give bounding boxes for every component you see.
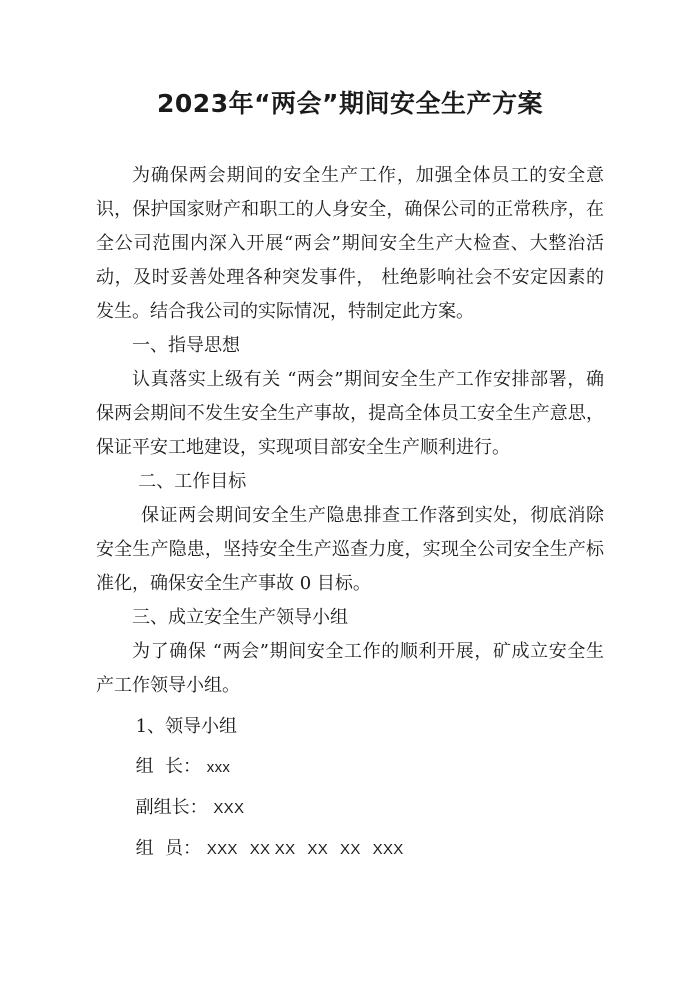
leader-row — [96, 750, 604, 785]
document-body — [96, 159, 604, 867]
section-heading-guiding-ideology: 一、指导思想 — [132, 335, 240, 356]
document-title: 2023年“两会”期间安全生产方案 — [157, 89, 543, 118]
deputy-label: 副组长： — [135, 797, 208, 818]
leader-label: 组 长： — [135, 756, 202, 777]
members-label: 组 员： — [135, 838, 202, 859]
leader-value: xxx — [206, 759, 231, 776]
member-name: XXX — [206, 841, 238, 858]
member-name: XXX — [372, 841, 404, 858]
section-text-leadership-group: 为了确保 “两会”期间安全工作的顺利开展，矿成立安全生产工作领导小组。 — [96, 641, 604, 696]
deputy-row — [96, 791, 604, 826]
section-heading-work-goals: 二、工作目标 — [138, 471, 247, 492]
subheading-leadership-group: 1、领导小组 — [135, 716, 238, 737]
deputy-value: XXX — [213, 800, 245, 817]
intro-paragraph: 为确保两会期间的安全生产工作，加强全体员工的安全意识，保护国家财产和职工的人身安全，确保公司的正常秩序，在全公司范围内深入开展“两会”期间安全生产大检查、大整治活动，及时妥善处理各种突发事件， 杜绝影响社会不安定因素的发生。结合我公司的实际情况，特制定此方案。 — [96, 165, 604, 322]
section-text-guiding-ideology: 认真落实上级有关 “两会”期间安全生产工作安排部署，确保两会期间不发生安全生产事故，提高全体员工安全生产意思，保证平安工地建设，实现项目部安全生产顺利进行。 — [96, 369, 604, 458]
section-heading-leadership-group: 三、成立安全生产领导小组 — [132, 607, 348, 628]
member-name: XX — [340, 841, 361, 858]
section-text-work-goals: 保证两会期间安全生产隐患排查工作落到实处，彻底消除安全生产隐患，坚持安全生产巡查力度，实现全公司安全生产标准化，确保安全生产事故 0 目标。 — [96, 505, 604, 594]
member-name: XX XX — [249, 841, 296, 858]
members-row — [96, 832, 604, 867]
member-name: XX — [307, 841, 329, 858]
members-list — [207, 841, 416, 858]
